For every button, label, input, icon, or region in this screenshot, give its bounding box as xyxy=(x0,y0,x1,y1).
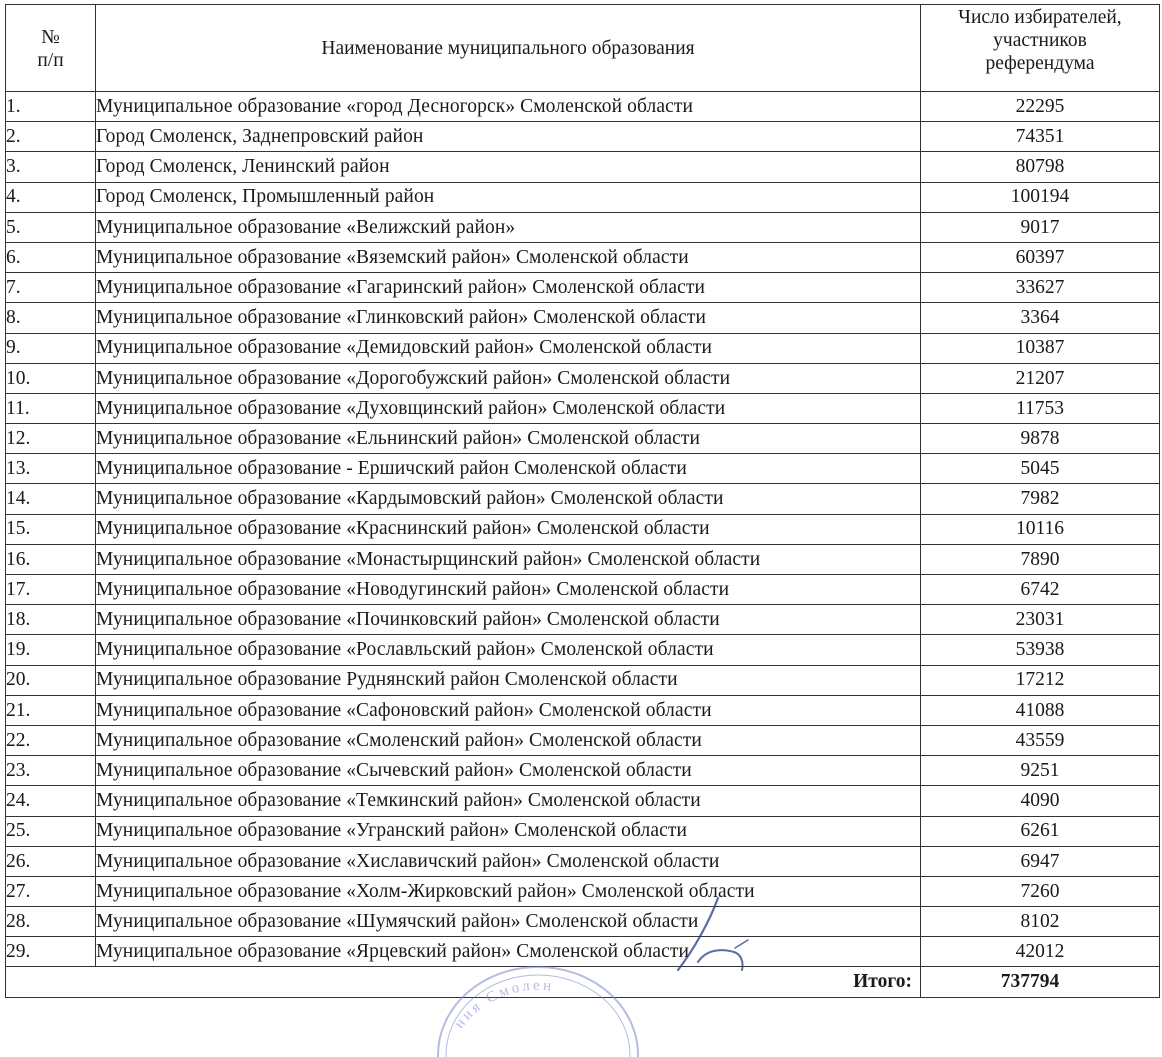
table-row xyxy=(6,665,1160,695)
row-municipality-name: Муниципальное образование «Духовщинский район» Смоленской области xyxy=(96,393,921,423)
header-number-line-2: п/п xyxy=(37,50,64,71)
table-row xyxy=(6,725,1160,755)
row-municipality-name: Муниципальное образование - Ершичский район Смоленской области xyxy=(96,454,921,484)
table-row xyxy=(6,484,1160,514)
row-voter-count: 43559 xyxy=(921,725,1160,755)
voters-table xyxy=(5,4,1160,998)
row-number: 13. xyxy=(6,454,96,484)
row-number: 23. xyxy=(6,756,96,786)
row-number: 19. xyxy=(6,635,96,665)
total-label: Итого: xyxy=(6,967,921,997)
table-row xyxy=(6,454,1160,484)
table-row xyxy=(6,756,1160,786)
header-name: Наименование муниципального образования xyxy=(96,5,921,92)
row-municipality-name: Город Смоленск, Ленинский район xyxy=(96,152,921,182)
row-number: 9. xyxy=(6,333,96,363)
row-number: 4. xyxy=(6,182,96,212)
row-municipality-name: Муниципальное образование «Глинковский район» Смоленской области xyxy=(96,303,921,333)
row-number: 24. xyxy=(6,786,96,816)
row-municipality-name: Муниципальное образование «Вяземский район» Смоленской области xyxy=(96,242,921,272)
row-municipality-name: Город Смоленск, Промышленный район xyxy=(96,182,921,212)
row-voter-count: 42012 xyxy=(921,937,1160,967)
row-number: 16. xyxy=(6,544,96,574)
row-number: 7. xyxy=(6,273,96,303)
row-municipality-name: Муниципальное образование «Монастырщинский район» Смоленской области xyxy=(96,544,921,574)
row-number: 15. xyxy=(6,514,96,544)
row-voter-count: 80798 xyxy=(921,152,1160,182)
row-voter-count: 21207 xyxy=(921,363,1160,393)
header-count-line-3: референдума xyxy=(985,53,1095,74)
row-number: 2. xyxy=(6,122,96,152)
table-row xyxy=(6,605,1160,635)
table-row xyxy=(6,695,1160,725)
table-row xyxy=(6,816,1160,846)
row-municipality-name: Муниципальное образование «Ярцевский район» Смоленской области xyxy=(96,937,921,967)
table-row xyxy=(6,212,1160,242)
table-row xyxy=(6,152,1160,182)
table-row xyxy=(6,333,1160,363)
table-row xyxy=(6,937,1160,967)
table-row xyxy=(6,122,1160,152)
row-voter-count: 6947 xyxy=(921,846,1160,876)
table-header-row xyxy=(6,5,1160,92)
row-municipality-name: Муниципальное образование «Гагаринский район» Смоленской области xyxy=(96,273,921,303)
row-voter-count: 11753 xyxy=(921,393,1160,423)
row-voter-count: 9878 xyxy=(921,424,1160,454)
row-voter-count: 100194 xyxy=(921,182,1160,212)
row-number: 3. xyxy=(6,152,96,182)
row-number: 21. xyxy=(6,695,96,725)
row-number: 17. xyxy=(6,575,96,605)
row-number: 11. xyxy=(6,393,96,423)
row-number: 1. xyxy=(6,92,96,122)
row-municipality-name: Муниципальное образование «город Десногорск» Смоленской области xyxy=(96,92,921,122)
row-municipality-name: Муниципальное образование «Велижский район» xyxy=(96,212,921,242)
table-row xyxy=(6,846,1160,876)
row-voter-count: 60397 xyxy=(921,242,1160,272)
row-municipality-name: Муниципальное образование «Смоленский район» Смоленской области xyxy=(96,725,921,755)
row-municipality-name: Муниципальное образование «Шумячский район» Смоленской области xyxy=(96,907,921,937)
row-number: 8. xyxy=(6,303,96,333)
row-number: 14. xyxy=(6,484,96,514)
row-municipality-name: Муниципальное образование «Новодугинский район» Смоленской области xyxy=(96,575,921,605)
row-municipality-name: Муниципальное образование «Ельнинский район» Смоленской области xyxy=(96,424,921,454)
table-row xyxy=(6,424,1160,454)
row-municipality-name: Муниципальное образование «Холм-Жирковский район» Смоленской области xyxy=(96,876,921,906)
table-row xyxy=(6,575,1160,605)
row-voter-count: 9017 xyxy=(921,212,1160,242)
row-municipality-name: Муниципальное образование «Угранский район» Смоленской области xyxy=(96,816,921,846)
table-row xyxy=(6,786,1160,816)
row-number: 22. xyxy=(6,725,96,755)
row-number: 20. xyxy=(6,665,96,695)
row-voter-count: 5045 xyxy=(921,454,1160,484)
row-voter-count: 7982 xyxy=(921,484,1160,514)
row-voter-count: 23031 xyxy=(921,605,1160,635)
total-row xyxy=(6,967,1160,997)
row-voter-count: 22295 xyxy=(921,92,1160,122)
row-number: 27. xyxy=(6,876,96,906)
row-voter-count: 74351 xyxy=(921,122,1160,152)
row-municipality-name: Муниципальное образование «Сафоновский район» Смоленской области xyxy=(96,695,921,725)
row-municipality-name: Муниципальное образование «Хиславичский район» Смоленской области xyxy=(96,846,921,876)
table-row xyxy=(6,242,1160,272)
header-count xyxy=(921,5,1160,92)
row-municipality-name: Город Смоленск, Заднепровский район xyxy=(96,122,921,152)
row-municipality-name: Муниципальное образование «Краснинский район» Смоленской области xyxy=(96,514,921,544)
seal-text: ния Смолен xyxy=(451,977,556,1032)
table-row xyxy=(6,635,1160,665)
table-row xyxy=(6,876,1160,906)
row-voter-count: 53938 xyxy=(921,635,1160,665)
table-row xyxy=(6,273,1160,303)
row-municipality-name: Муниципальное образование «Дорогобужский район» Смоленской области xyxy=(96,363,921,393)
table-row xyxy=(6,182,1160,212)
table-row xyxy=(6,514,1160,544)
row-municipality-name: Муниципальное образование «Рославльский район» Смоленской области xyxy=(96,635,921,665)
row-number: 26. xyxy=(6,846,96,876)
table-row xyxy=(6,92,1160,122)
row-voter-count: 6742 xyxy=(921,575,1160,605)
row-municipality-name: Муниципальное образование «Демидовский район» Смоленской области xyxy=(96,333,921,363)
row-number: 10. xyxy=(6,363,96,393)
row-voter-count: 10116 xyxy=(921,514,1160,544)
row-voter-count: 10387 xyxy=(921,333,1160,363)
row-voter-count: 8102 xyxy=(921,907,1160,937)
row-number: 12. xyxy=(6,424,96,454)
row-municipality-name: Муниципальное образование Руднянский район Смоленской области xyxy=(96,665,921,695)
header-count-line-1: Число избирателей, xyxy=(958,7,1122,28)
row-municipality-name: Муниципальное образование «Кардымовский район» Смоленской области xyxy=(96,484,921,514)
row-voter-count: 4090 xyxy=(921,786,1160,816)
row-voter-count: 3364 xyxy=(921,303,1160,333)
row-voter-count: 41088 xyxy=(921,695,1160,725)
total-value: 737794 xyxy=(921,967,1160,997)
row-number: 29. xyxy=(6,937,96,967)
row-number: 18. xyxy=(6,605,96,635)
row-voter-count: 7890 xyxy=(921,544,1160,574)
row-voter-count: 17212 xyxy=(921,665,1160,695)
row-number: 25. xyxy=(6,816,96,846)
header-number-line-1: № xyxy=(41,27,60,48)
row-number: 28. xyxy=(6,907,96,937)
row-number: 6. xyxy=(6,242,96,272)
row-voter-count: 33627 xyxy=(921,273,1160,303)
row-municipality-name: Муниципальное образование «Сычевский район» Смоленской области xyxy=(96,756,921,786)
table-row xyxy=(6,907,1160,937)
row-voter-count: 7260 xyxy=(921,876,1160,906)
header-count-line-2: участников xyxy=(993,30,1087,51)
row-voter-count: 6261 xyxy=(921,816,1160,846)
header-number xyxy=(6,5,96,92)
row-municipality-name: Муниципальное образование «Починковский район» Смоленской области xyxy=(96,605,921,635)
row-voter-count: 9251 xyxy=(921,756,1160,786)
table-row xyxy=(6,303,1160,333)
row-number: 5. xyxy=(6,212,96,242)
table-row xyxy=(6,393,1160,423)
table-body xyxy=(6,92,1160,967)
row-municipality-name: Муниципальное образование «Темкинский район» Смоленской области xyxy=(96,786,921,816)
table-row xyxy=(6,544,1160,574)
table-row xyxy=(6,363,1160,393)
